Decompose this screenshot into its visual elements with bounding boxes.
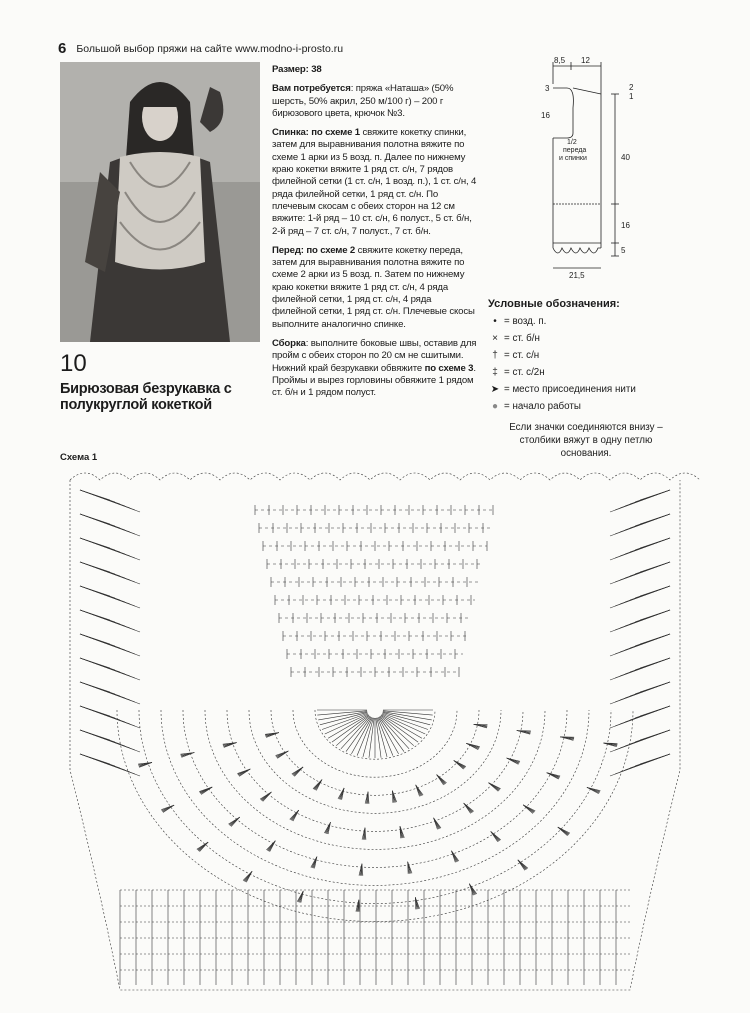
dim-7: 40 bbox=[621, 153, 630, 162]
dim-6: 16 bbox=[541, 111, 550, 120]
crochet-chart bbox=[60, 470, 690, 1010]
header-text: Большой выбор пряжи на сайте www.modno-i-prosto.ru bbox=[76, 43, 344, 55]
legend-item: • = возд. п. bbox=[488, 313, 678, 330]
page-number: 6 bbox=[58, 40, 67, 57]
size-label: Размер: 38 bbox=[272, 64, 322, 75]
back-label: Спинка: по схеме 1 bbox=[272, 127, 360, 139]
schema-label: Схема 1 bbox=[60, 452, 98, 463]
instructions bbox=[272, 64, 478, 406]
back-text: свяжите кокетку спинки, затем для выравнивания полотна вяжите по схеме 1 арки из 5 возд. п. Далее по нижнему краю кокетки вяжите 1 ряд ст. с/н, 7 рядов филейной сетки (1 ст. с/н, 1 возд. п.), 1 ст. с/н, 4 ряда филейной сетки, 1 ряд ст. с/н. По плечевым скосам с обеих сторон на 12 см вяжите: 1-й ряд – 10 ст. с/н, 6 полуст., 5 ст. б/н, 2-й ряд – 7 ст. с/н, 7 полуст., 7 ст. б/н. bbox=[272, 127, 477, 237]
page-header bbox=[58, 40, 343, 57]
legend-item: ‡ = ст. с/2н bbox=[488, 364, 678, 381]
piece-label-2: переда bbox=[563, 147, 587, 154]
join-thread-icon: ➤ bbox=[490, 384, 500, 395]
treble-crochet-icon: ‡ bbox=[492, 367, 498, 378]
piece-label-1: 1/2 bbox=[567, 139, 577, 146]
garment-pattern bbox=[541, 56, 665, 293]
materials-label: Вам потребуется bbox=[272, 83, 351, 95]
project-title: Бирюзовая безрукавка с полукруглой кокеткой bbox=[60, 381, 232, 413]
dim-2: 12 bbox=[581, 56, 590, 65]
legend-item: × = ст. б/н bbox=[488, 330, 678, 347]
front-label: Перед: по схеме 2 bbox=[272, 244, 356, 256]
dim-9: 5 bbox=[621, 246, 626, 255]
dim-3: 3 bbox=[545, 84, 550, 93]
assembly-text-1: : выполните боковые швы, оставив для пройм с обеих сторон по 20 см не сшитыми. Нижний край безрукавки обвяжите bbox=[272, 337, 477, 374]
double-crochet-icon: † bbox=[492, 350, 498, 361]
assembly-label: Сборка bbox=[272, 337, 306, 349]
legend-item: ➤ = место присоединения нити bbox=[488, 381, 678, 398]
single-crochet-icon: × bbox=[492, 333, 498, 344]
project-number: 10 bbox=[60, 350, 87, 377]
assembly-text-2: . Проймы и вырез горловины обвяжите 1 рядом ст. б/н и 1 рядом полуст. bbox=[272, 362, 476, 399]
legend-item: † = ст. с/н bbox=[488, 347, 678, 364]
piece-label-3: и спинки bbox=[559, 155, 587, 162]
materials-text: : пряжа «Наташа» (50% шерсть, 50% акрил, 250 м/100 г) – 200 г бирюзового цвета, крючок №3. bbox=[272, 83, 454, 119]
dim-8: 16 bbox=[621, 221, 630, 230]
legend-note: Если значки соединяются внизу – столбики вяжут в одну петлю основания. bbox=[509, 422, 663, 459]
dim-1: 8,5 bbox=[554, 56, 566, 65]
legend bbox=[488, 298, 678, 460]
dim-4: 2 bbox=[629, 83, 634, 92]
legend-item: ● = начало работы bbox=[488, 398, 678, 415]
dim-5: 1 bbox=[629, 92, 634, 101]
front-text: свяжите кокетку переда, затем для выравнивания полотна вяжите по схеме 2 арки из 5 возд. п. Затем по нижнему краю кокетки вяжите 1 ряд ст. с/н, 4 ряда филейной сетки, 1 ряд ст. с/н, 4 ряда филейной сетки, 1 ряд ст. с/н. Плечевые скосы выполните аналогично спинке. bbox=[272, 244, 475, 330]
chain-stitch-icon: • bbox=[493, 316, 497, 327]
model-photo bbox=[60, 62, 260, 342]
start-work-icon: ● bbox=[491, 401, 499, 412]
dim-10: 21,5 bbox=[569, 271, 585, 280]
assembly-scheme: по схеме 3 bbox=[424, 362, 474, 374]
legend-title: Условные обозначения: bbox=[488, 298, 620, 310]
